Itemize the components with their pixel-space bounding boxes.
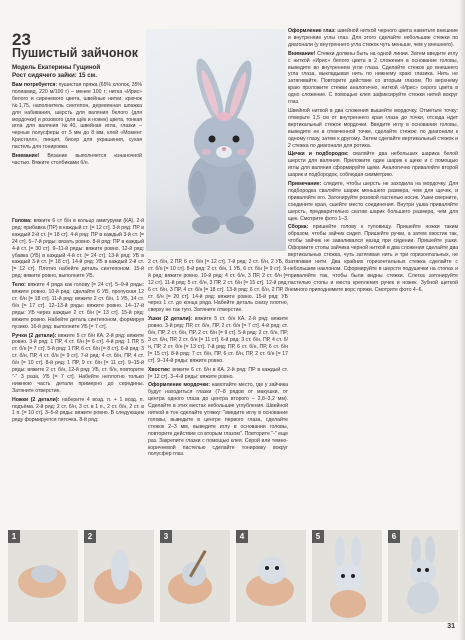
note-paragraph [288,181,458,222]
project-number: 23 [12,30,31,49]
attention-lead: Внимание! [12,153,40,160]
pattern-column-middle [148,259,288,460]
cheeks-text: сваляйте два небольших шарика белой шерсти для валяния. Приложите один шарик к щеке и с помощью иглы для валяния сформируйте щеки. Аналогично приваляйте второй шарик и подбородок, соблюдая симметрию. [288,151,458,179]
face-paragraph [148,382,288,458]
step-photo-4 [236,530,306,622]
nose [222,147,226,151]
attention2-text: Стежки должны быть на одной линии. Затем введите иглу с ниткой «Ирис» белого цвета в 2 сложения в основание головы, выведите во внутреннем угле глаза. Сделайте стежок до внешнего угла глаза, выкладывая нить по нижнему краю глазика. Нить не затягивайте. Повторите действие со вторым глазом. По верхнему краю проложите стежки аналогично, ниткой «Ирис» серого цвета в одно сложение. С помощью клея зафиксируйте стежки нитей вокруг глаз. [288,50,458,106]
model-author: Модель Екатерины Гущиной [12,64,101,71]
eyes-paragraph [288,28,458,49]
step-photo-6 [388,530,458,622]
bunny-ears-icon [312,530,382,622]
face-text: намотайте место, где у зайчика будут находиться глазки (7–8 рядов от макушки, от центра одного глаза до центра второго – 2,8–3,2 мм). Сделайте в этих местах небольшие углубления. Швейной ниткой в тон сделайте утяжку: "введите иглу в основание головы, выведите в центре первого глаза, сделайте стежок 2–3 мм, выведите иглу в основании головы, повторите действие со вторым глазом". Повторите "-" еще раз. Закрепите глазки с помощью клея. Серой или темно-коричневой пастелью сделайте тонировку вокруг полусфер глаз. [148,382,288,458]
step-number-badge: 3 [160,530,172,543]
left-foot [192,216,220,234]
step-number-badge: 4 [236,530,248,543]
body-lead: Тело: [12,282,26,289]
step-photo-1 [8,530,78,622]
step-number-badge: 5 [312,530,324,543]
arms-paragraph [12,333,144,395]
body-paragraph [12,282,144,330]
muzzle-paragraph [288,108,458,149]
right-cheek [237,149,247,155]
left-arm [190,171,206,207]
cheeks-lead: Щечки и подбородок: [288,151,349,158]
ears-lead: Ушки (2 детали): [148,316,193,323]
materials-column [12,82,142,169]
toy-height: Рост сидячего зайки: 15 см. [12,72,97,79]
finishing-column [288,28,458,296]
bunny-head [194,115,254,167]
arms-lead: Ручки (2 детали): [12,332,57,339]
ears-text: вяжите 5 ст. б/н КА. 2-й ряд: вяжите ровно. 3-й ряд: ПР, ст. б/н, ПР, 2 ст. б/н [= 7 ст]. 4-й ряд: ст. б/н, ПР, 2 ст. б/н, ПР, 2 ст. б/н [= 9 ст]. 5-й ряд: 2 ст. б/н, ПР, 3 ст. б/н, ПР, 2 ст. б/н [= 11 ст]. 6-й ряд: 3 ст. б/н, ПР, 4 ст. б/н, ПР, 2 ст. б/н [= 13 ст]. 7-й ряд: ПР, 6 ст. б/н, ПР, 6 ст. б/н [= 15 ст]. 8-й ряд: 7 ст. б/н, ПР, 6 ст. б/н, ПР, 2 ст. б/н [= 17 ст]. 9–14-й ряды: вяжите ровно. [148,316,288,364]
attention-text: Вязание выполняется изнаночной частью. Вяжите столбиками б/н. [12,153,142,166]
step-number-badge: 1 [8,530,20,543]
step-photo-2 [84,530,154,622]
attention-paragraph [12,153,142,167]
tail-lead: Хвостик: [148,366,171,373]
right-foot [226,216,254,234]
head-text: вяжите 6 ст б/н в кольцо амигуруми (КА). 2-й ряд: прибавка (ПР) в каждый ст. [= 12 ст]. 3-й ряд: ПР в каждый 2-й ст. [= 18 ст]. 4-й ряд: ПР в каждый 3-й ст. [= 24 ст]. 5–7-й ряды: вязать ровно. 8-й ряд: ПР в каждый 4-й ст. [= 30 ст]. 9–11-й ряды: вяжите ровно. 12-й ряд: убавка (УБ) в каждый 4-й ст. [= 24 ст]. 13-й ряд: УБ в каждый 3-й ст. [= 18 ст]. 14-й ряд: УБ в каждый 2-й ст. [= 12 ст]. Плотно набейте деталь синтепоном. 15-й ряд: вяжите ровно, выполните УБ. [12,218,144,280]
step-photo-3 [160,530,230,622]
page-number: 31 [447,623,455,630]
bunny-head-icon [236,530,306,622]
eyes-text: швейной ниткой черного цвета наметьте внешние и внутренние углы глаз. Для этого сделайте небольшие стежки по диагонали (у внутреннего угла стежок чуть меньше, чем у внешнего). [288,28,458,48]
note-text: следите, чтобы шерсть не заходила на мордочку. Для подбородка сваляйте шарик меньшего размера, чем для щечек, и приваляйте его. Затонируйте розовой пастелью носик. Ушки сверните, соедините края, сшейте место соединения. Внутри ушка приваляйте шерсть, предварительно скатав шарик большего размера, чем для щек. Смотрите фото 1–3. [288,181,458,222]
felting-needle-icon [160,530,230,622]
bunny-photo [146,29,286,251]
note-lead: Примечание: [288,181,322,188]
assembly-paragraph [288,224,458,293]
step-photo-5 [312,530,382,622]
hands-crochet-icon [8,530,78,622]
pattern-column-left [12,218,144,426]
right-arm [238,171,254,207]
head-lead: Голова: [12,218,32,224]
face-lead: Оформление мордочки: [148,382,210,389]
project-title: Пушистый зайчонок [12,46,138,60]
step-photos-strip [8,530,458,622]
legs-lead: Ножки (2 детали): [12,396,60,403]
muzzle-text: Швейной ниткой в два сложения вышейте мордочку. Отметьте точку: отмерьте 1,5 см от внутреннего края глаза до точки, отсюда идет вертикальный стежок мордочки. Введите иглу в основании головы, выведите ее в отмеченной точке, сделайте стежок: по диагонали к одному глазу, затем к другому. Затем сделайте вертикальный стежок и 2 стежка по диагонали для ротика. [288,107,458,149]
head-paragraph [12,218,144,280]
legs-paragraph [12,397,144,425]
arms-text: вяжите 5 ст б/н КА. 2-й ряд: вяжите ровно. 3-й ряд: 1 ПР, 4 ст. б/н [= 6 ст]. 4-й ряд: 1 ПР, 5 ст. б/н [= 7 ст]. 5-й ряд: 1 ПР, 6 ст. б/н [= 8 ст]. 6-й ряд: 3 ст. б/н, ПР, 4 ст. б/н [= 9 ст]. 7-й ряд: 4 ст. б/н, ПР, 4 ст. б/н [= 10 ст]. 8-й ряд: 1 ПР, 9 ст. б/н [= 11 ст]. 9–15-й ряды: вяжите 2 ст. б/н, 12-й ряд: УБ, ст. б/н, повторите "-" 3 раза, УБ [= 7 ст]. Набейте неплотно только нижнюю часть детали примерно до середины. Затяните отверстие. [12,332,145,394]
ear-sewing-icon [84,530,154,622]
materials-paragraph [12,82,142,151]
cheeks-paragraph [288,151,458,179]
right-eye [233,136,240,143]
legs-text: наберите 4 возд. п. + 1 возд. п. подъёма. 2-й ряд: 2 ст. б/н, 3 ст. в 1 п., 2 ст. б/н, 2 ст. в 1 п. [= 10 ст]. 3–5-й ряды: вяжите ровно. В следующем ряду формируется пяточка. 8-й ряд: [12,396,144,424]
tail-paragraph [148,367,288,381]
ears-paragraph [148,316,288,364]
step-number-badge: 2 [84,530,96,543]
eyes-lead: Оформление глаз: [288,28,336,34]
page-edge-shadow [459,0,465,640]
step-number-badge: 6 [388,530,400,543]
assembly-lead: Сборка: [288,224,309,231]
left-cheek [201,149,211,155]
materials-lead: Вам потребуется: [12,82,58,88]
materials-text: пушистая пряжа (65% хлопок, 35% полиамид, 220 м/100 г) – менее 100 г; нитка «Ирис» белого и сиреневого цвета, швейные нитки, крючок №1,75, наполнитель синтепон, деревянная шпажка для набивания, шерсть для валяния белого (для мордочки) и розового (для щёк и ножек) цвета, тонкая игла для валяния №40, швейная игла, глазки – черные полусферы от 5 мм до 8 мм, клей «Момент Кристалл», пинцет, бисер для украшения, сухая пастель для тонировки. [12,82,143,151]
tail-text: вяжите 6 ст. б/н в КА. 2-й ряд: ПР в каждый ст. [= 12 ст]. 3–4-й ряды: вяжите ровно. [148,366,288,380]
left-eye [209,136,216,143]
legs-continued-paragraph [148,259,288,314]
attention2-paragraph [288,51,458,106]
finished-bunny-icon [388,530,458,622]
attention2-lead: Внимание! [288,50,316,57]
legs-continued-text: 2 ст. б/н, 2 ПР, 6 ст. б/н [= 12 ст]. 7-й ряд: 2 ст. б/н, 2 УБ, 8 ст. б/н [= 10 ст]. 8-й ряд: 2 ст. б/н, 1 УБ, 6 ст. б/н [= 9 ст]. 9-й ряд: вяжите ровно. 10-й ряд: 4 ст. б/н, 3 ПР, 2 ст. б/н [= 12 ст]. 11-й ряд: 5 ст. б/н, 3 ПР, 2 ст. б/н [= 15 ст]. 12-й ряд: 6 ст. б/н, 3 ПР, 4 ст. б/н [= 18 ст]. 13-й ряд: 6 ст. б/н, 2 ПР, 8 ст. б/н [= 20 ст]. 14-й ряд: вяжите ровно. 15-й ряд: УБ через 1 ст. до конца ряда. Набейте деталь снизу плотно, сверху не так туго. Затяните отверстие. [148,259,288,314]
bunny-illustration [146,29,286,251]
assembly-text: пришейте голову к туловищу. Пришейте ножки таким образом, чтобы зайчик сидел. Пришейте ручки, а затем хвостик так, чтобы зайчик не заваливался назад при сидении. Пришейте ушки. Оформите стопы зайчика черной ниткой в два сложения сделайте два вертикальных стежка, чуть затягивая нить и три горизонтальных, не затягивая нити. Два крайних горизонтальных стежка сделайте с небольшим наклоном. Сформируйте в шерсти подушечки на стопах и приваляйте так, чтобы были видны стежки. Слегка затонируйте пастелью стопы и места крепления ручек и ножек. Зубной щеткой немного приподнимите ворс пряжи. Смотрите фото 4–6. [288,224,458,293]
body-text: вяжите 4 ряда как голову [= 24 ст]. 5–9-й ряды: вяжите ровно. 10-й ряд: сделайте 6 УБ, пропуская 12 ст. б/н [= 18 ст]. 11-й ряд: вяжите 2 ст. б/н, 1 УБ, 14 ст. б/н [= 17 ст]. 12–13-й ряды: вяжите ровно. 14–17-й ряды: УБ через каждые 2 ст. б/н [= 13 ст]. 15-й ряд: вяжите ровно. Набейте деталь синтепоном, формируя пузико. 16-й ряд: выполните УБ [= 7 ст]. [12,282,144,330]
